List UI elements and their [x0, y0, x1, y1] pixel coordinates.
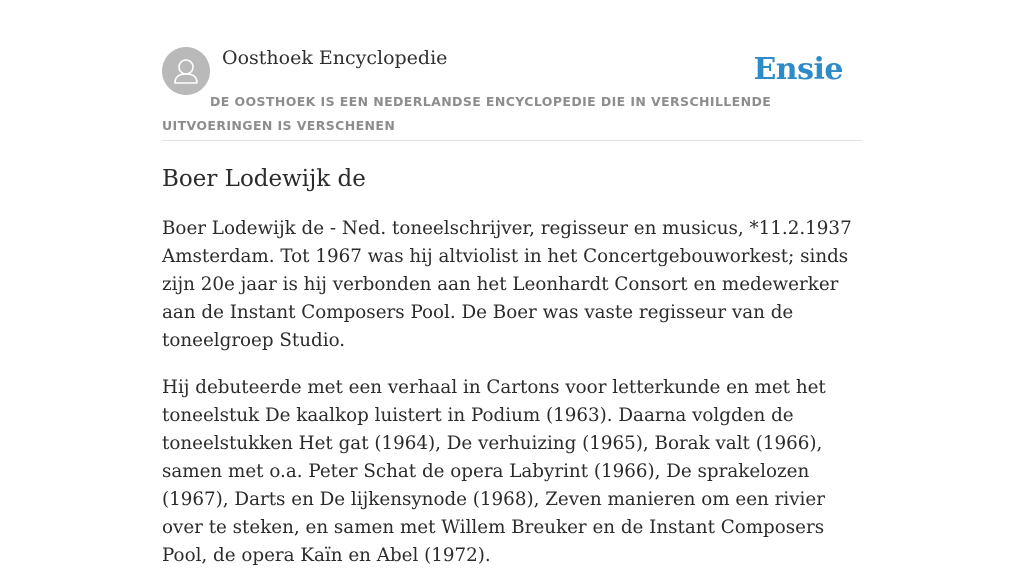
site-name[interactable]: Oosthoek Encyclopedie: [222, 47, 448, 69]
article-paragraph-2: Hij debuteerde met een verhaal in Cartons voor letterkunde en met het toneelstuk De kaalkop luistert in Podium (1963). Daarna volgden de toneelstukken Het gat (1964), De verhuizing (1965), Borak valt (1966), samen met o.a. Peter Schat de opera Labyrint (1966), De sprakelozen (1967), Darts en De lijkensynode (1968), Zeven manieren om een rivier over te steken, en samen met Willem Breuker en de Instant Composers Pool, de opera Kaïn en Abel (1972).: [162, 377, 826, 566]
article: [162, 160, 862, 570]
ensie-logo[interactable]: Ensie: [753, 52, 843, 87]
article-paragraph-1: Boer Lodewijk de - Ned. toneelschrijver, regisseur en musicus, *11.2.1937 Amsterdam. Tot 1967 was hij altviolist in het Concertgebouworkest; sinds zijn 20e jaar is hij verbonden aan het Leonhardt Consort en medewerker aan de Instant Composers Pool. De Boer was vaste regisseur van de toneelgroep Studio.: [162, 218, 852, 351]
site-tagline: DE OOSTHOEK IS EEN NEDERLANDSE ENCYCLOPEDIE DIE IN VERSCHILLENDE UITVOERINGEN IS VERSCHENEN: [162, 94, 772, 133]
article-title: Boer Lodewijk de: [162, 166, 366, 192]
user-icon[interactable]: [162, 47, 210, 95]
site-header: [162, 46, 862, 141]
